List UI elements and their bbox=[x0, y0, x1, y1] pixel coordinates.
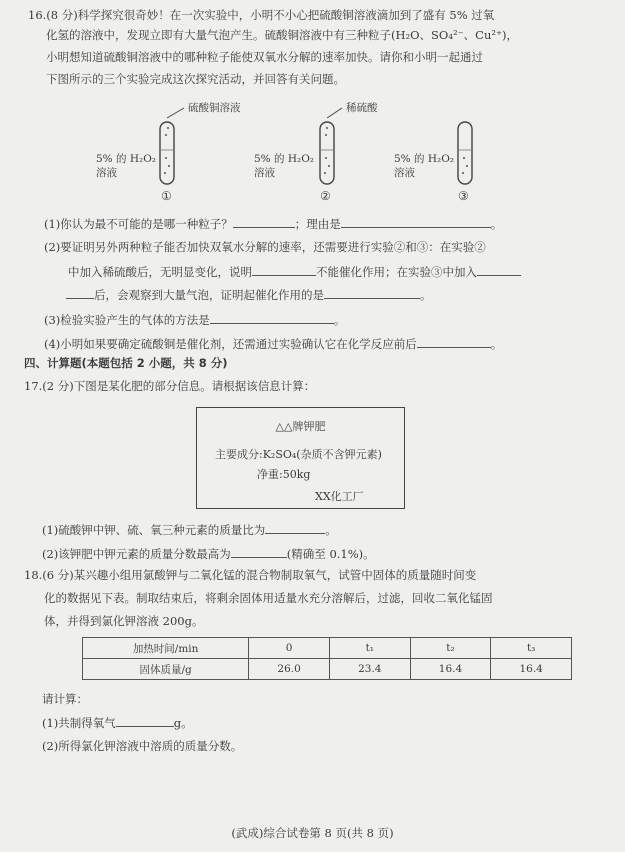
q16-sub1-text: (1)你认为最不可能的是哪一种粒子？ bbox=[44, 217, 233, 231]
table-row bbox=[83, 659, 572, 680]
table-cell: 16.4 bbox=[410, 659, 491, 680]
tube-3-label-line1: 5% 的 H₂O₂ bbox=[394, 153, 455, 165]
table-cell: t₂ bbox=[410, 638, 491, 659]
answer-blank-7[interactable] bbox=[210, 310, 334, 324]
table-cell: t₁ bbox=[329, 638, 410, 659]
answer-blank-1[interactable] bbox=[233, 214, 295, 228]
q17-sub2 bbox=[42, 544, 375, 564]
q16-sub2-text-a: 中加入稀硫酸后，无明显变化，说明 bbox=[68, 265, 252, 279]
q17-intro: 17.(2 分)下图是某化肥的部分信息。请根据该信息计算： bbox=[24, 379, 316, 393]
q16-line1: 16.(8 分)科学探究很奇妙！在一次实验中，小明不小心把硫酸铜溶液滴加到了盛有 5% 过氧 bbox=[28, 8, 495, 22]
experiment-number-3: ③ bbox=[458, 189, 469, 203]
test-tube-1 bbox=[160, 122, 174, 184]
q16-sub2-line1: (2)要证明另外两种粒子能否加快双氧水分解的速率，还需要进行实验②和③：在实验② bbox=[44, 240, 486, 254]
q16-sub2-line3 bbox=[66, 285, 432, 305]
answer-blank-11[interactable] bbox=[116, 713, 174, 727]
q16-sub1-end: 。 bbox=[490, 217, 503, 231]
q18-sub2: (2)所得氯化钾溶液中溶质的质量分数。 bbox=[42, 739, 243, 753]
q16-sub1 bbox=[44, 214, 502, 234]
q18-line3: 体，并得到氯化钾溶液 200g。 bbox=[44, 614, 204, 628]
fertilizer-label-box bbox=[196, 407, 405, 509]
q16-sub4 bbox=[44, 334, 502, 354]
q17-sub1-end: 。 bbox=[325, 523, 337, 537]
section-4-title: 四、计算题(本题包括 2 小题，共 8 分) bbox=[24, 356, 228, 370]
heating-data-table bbox=[82, 637, 572, 680]
tube-1-label-line2: 溶液 bbox=[96, 167, 117, 179]
table-cell: 加热时间/min bbox=[83, 638, 249, 659]
q16-line2: 化氢的溶液中，发现立即有大量气泡产生。硫酸铜溶液中有三种粒子(H₂O、SO₄²⁻、Cu²⁺)， bbox=[46, 28, 519, 42]
q16-sub2-text-b: 不能催化作用；在实验③中加入 bbox=[316, 265, 477, 279]
table-cell: 26.0 bbox=[249, 659, 330, 680]
fertilizer-manufacturer: XX化工厂 bbox=[315, 490, 364, 503]
callout-line-1 bbox=[167, 108, 184, 118]
experiment-number-2: ② bbox=[320, 189, 331, 203]
q17-sub1 bbox=[42, 520, 337, 540]
test-tube-2 bbox=[320, 122, 334, 184]
page-footer: (武成)综合试卷第 8 页(共 8 页) bbox=[231, 826, 394, 840]
fertilizer-main-component: 主要成分:K₂SO₄(杂质不含钾元素) bbox=[215, 448, 382, 461]
callout-copper-sulfate: 硫酸铜溶液 bbox=[188, 102, 241, 114]
q16-sub1-reason: ；理由是 bbox=[294, 217, 341, 231]
table-cell: 16.4 bbox=[491, 659, 572, 680]
q18-line1: 18.(6 分)某兴趣小组用氯酸钾与二氧化锰的混合物制取氧气，试管中固体的质量随时间变 bbox=[24, 568, 477, 582]
q16-sub4-text: (4)小明如果要确定硫酸铜是催化剂，还需通过实验确认它在化学反应前后 bbox=[44, 337, 417, 351]
test-tube-3 bbox=[458, 122, 472, 184]
q16-line4: 下图所示的三个实验完成这次探究活动，并回答有关问题。 bbox=[46, 72, 345, 86]
tube-3-label-line2: 溶液 bbox=[394, 167, 415, 179]
q16-sub3-end: 。 bbox=[333, 313, 346, 327]
q16-sub2-line2 bbox=[68, 262, 521, 282]
q16-sub2-text-c: 后，会观察到大量气泡，证明起催化作用的是 bbox=[94, 288, 324, 302]
q16-sub4-end: 。 bbox=[490, 337, 503, 351]
q18-sub1-text: (1)共制得氧气 bbox=[42, 716, 116, 730]
q16-sub3 bbox=[44, 310, 345, 330]
q18-sub1 bbox=[42, 713, 193, 733]
answer-blank-6[interactable] bbox=[324, 285, 420, 299]
tube-2-label-line2: 溶液 bbox=[254, 167, 275, 179]
tube-2-label-line1: 5% 的 H₂O₂ bbox=[254, 153, 315, 165]
answer-blank-3[interactable] bbox=[252, 262, 316, 276]
fertilizer-brand: △△牌钾肥 bbox=[275, 420, 326, 433]
q18-calc-prompt: 请计算： bbox=[42, 692, 88, 706]
answer-blank-4[interactable] bbox=[477, 262, 521, 276]
q17-sub2-end: (精确至 0.1%)。 bbox=[286, 547, 375, 561]
q16-sub2-end: 。 bbox=[420, 288, 432, 302]
q16-sub3-text: (3)检验实验产生的气体的方法是 bbox=[44, 313, 210, 327]
q17-sub2-text: (2)该钾肥中钾元素的质量分数最高为 bbox=[42, 547, 231, 561]
answer-blank-5[interactable] bbox=[66, 285, 94, 299]
answer-blank-2[interactable] bbox=[341, 214, 491, 228]
tube-1-label-line1: 5% 的 H₂O₂ bbox=[96, 153, 157, 165]
answer-blank-9[interactable] bbox=[265, 520, 325, 534]
callout-dilute-sulfuric-acid: 稀硫酸 bbox=[346, 102, 378, 114]
q18-sub1-end: g。 bbox=[173, 716, 193, 730]
table-cell: 0 bbox=[249, 638, 330, 659]
table-cell: 23.4 bbox=[329, 659, 410, 680]
table-cell: t₃ bbox=[491, 638, 572, 659]
experiment-number-1: ① bbox=[161, 189, 172, 203]
table-header-row bbox=[83, 638, 572, 659]
answer-blank-10[interactable] bbox=[231, 544, 287, 558]
q16-line3: 小明想知道硫酸铜溶液中的哪种粒子能使双氧水分解的速率加快。请你和小明一起通过 bbox=[46, 50, 483, 64]
q17-sub1-text: (1)硫酸钾中钾、硫、氧三种元素的质量比为 bbox=[42, 523, 266, 537]
answer-blank-8[interactable] bbox=[417, 334, 491, 348]
table-cell: 固体质量/g bbox=[83, 659, 249, 680]
fertilizer-net-weight: 净重:50kg bbox=[257, 468, 311, 481]
q18-line2: 化的数据见下表。制取结束后，将剩余固体用适量水充分溶解后，过滤，回收二氧化锰固 bbox=[44, 591, 493, 605]
callout-line-2 bbox=[327, 108, 342, 118]
